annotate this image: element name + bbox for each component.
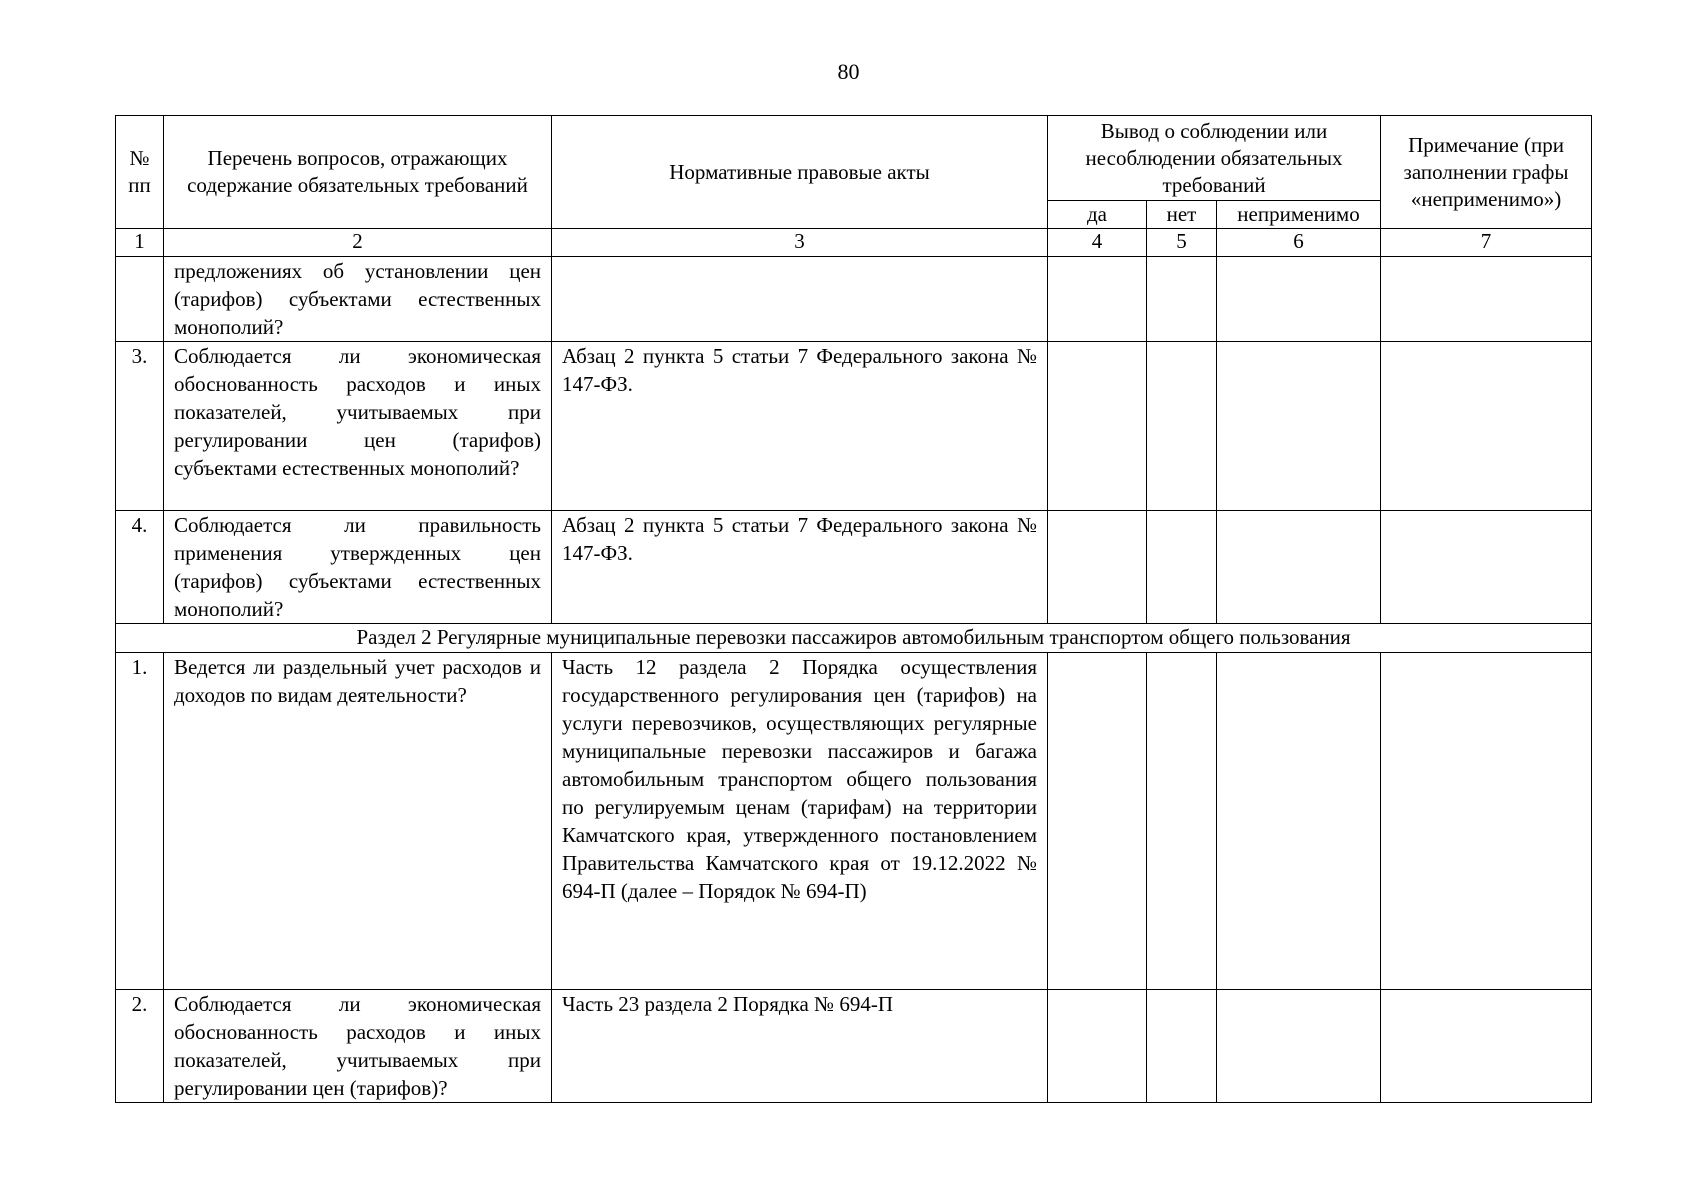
column-index: 4 — [1048, 229, 1147, 257]
cell-na[interactable] — [1217, 342, 1381, 511]
row-number: 4. — [116, 511, 164, 624]
column-index: 2 — [164, 229, 552, 257]
cell-note[interactable] — [1381, 511, 1592, 624]
row-question: Соблюдается ли экономическая обоснованность расходов и иных показателей, учитываемых при регулировании цен (тарифов) субъектами естественных монополий? — [164, 342, 552, 511]
section-row — [116, 624, 1592, 653]
cell-yes[interactable] — [1048, 653, 1147, 990]
row-number: 1. — [116, 653, 164, 990]
cell-yes[interactable] — [1048, 511, 1147, 624]
cell-na[interactable] — [1217, 990, 1381, 1103]
page-number: 80 — [837, 59, 860, 84]
cell-note[interactable] — [1381, 990, 1592, 1103]
column-index: 7 — [1381, 229, 1592, 257]
header-num: № пп — [116, 116, 164, 229]
cell-yes[interactable] — [1048, 257, 1147, 342]
table-row — [116, 511, 1592, 624]
row-number: 2. — [116, 990, 164, 1103]
cell-no[interactable] — [1147, 990, 1217, 1103]
header-conclusion: Вывод о соблюдении или несоблюдении обязательных требований — [1048, 116, 1381, 201]
table-row — [116, 990, 1592, 1103]
row-act: Абзац 2 пункта 5 статьи 7 Федерального закона № 147-ФЗ. — [552, 511, 1048, 624]
header-no: нет — [1147, 201, 1217, 229]
cell-yes[interactable] — [1048, 342, 1147, 511]
cell-no[interactable] — [1147, 653, 1217, 990]
header-na: неприменимо — [1217, 201, 1381, 229]
section-title: Раздел 2 Регулярные муниципальные перевозки пассажиров автомобильным транспортом общего пользования — [116, 624, 1592, 653]
cell-note[interactable] — [1381, 653, 1592, 990]
row-number: 3. — [116, 342, 164, 511]
cell-no[interactable] — [1147, 511, 1217, 624]
checklist-table — [115, 115, 1592, 1103]
row-act: Часть 23 раздела 2 Порядка № 694-П — [552, 990, 1048, 1103]
header-yes: да — [1048, 201, 1147, 229]
row-question: Соблюдается ли правильность применения утвержденных цен (тарифов) субъектами естественных монополий? — [164, 511, 552, 624]
header-acts: Нормативные правовые акты — [552, 116, 1048, 229]
row-number — [116, 257, 164, 342]
cell-na[interactable] — [1217, 653, 1381, 990]
row-act — [552, 257, 1048, 342]
cell-na[interactable] — [1217, 511, 1381, 624]
cell-no[interactable] — [1147, 257, 1217, 342]
row-act: Часть 12 раздела 2 Порядка осуществления государственного регулирования цен (тарифов) на услуги перевозчиков, осуществляющих регулярные муниципальные перевозки пассажиров и багажа автомобильным транспортом общего пользования по регулируемым ценам (тарифам) на территории Камчатского края, утвержденного постановлением Правительства Камчатского края от 19.12.2022 № 694-П (далее – Порядок № 694-П) — [552, 653, 1048, 990]
table-row — [116, 653, 1592, 990]
row-question: Соблюдается ли экономическая обоснованность расходов и иных показателей, учитываемых при регулировании цен (тарифов)? — [164, 990, 552, 1103]
cell-note[interactable] — [1381, 342, 1592, 511]
row-act: Абзац 2 пункта 5 статьи 7 Федерального закона № 147-ФЗ. — [552, 342, 1048, 511]
header-note: Примечание (при заполнении графы «неприменимо») — [1381, 116, 1592, 229]
row-question: предложениях об установлении цен (тарифов) субъектами естественных монополий? — [164, 257, 552, 342]
column-index-row — [116, 229, 1592, 257]
row-question: Ведется ли раздельный учет расходов и доходов по видам деятельности? — [164, 653, 552, 990]
cell-na[interactable] — [1217, 257, 1381, 342]
table-row — [116, 257, 1592, 342]
cell-note[interactable] — [1381, 257, 1592, 342]
header-questions: Перечень вопросов, отражающих содержание обязательных требований — [164, 116, 552, 229]
column-index: 3 — [552, 229, 1048, 257]
table-row — [116, 342, 1592, 511]
cell-no[interactable] — [1147, 342, 1217, 511]
cell-yes[interactable] — [1048, 990, 1147, 1103]
column-index: 6 — [1217, 229, 1381, 257]
column-index: 5 — [1147, 229, 1217, 257]
column-index: 1 — [116, 229, 164, 257]
